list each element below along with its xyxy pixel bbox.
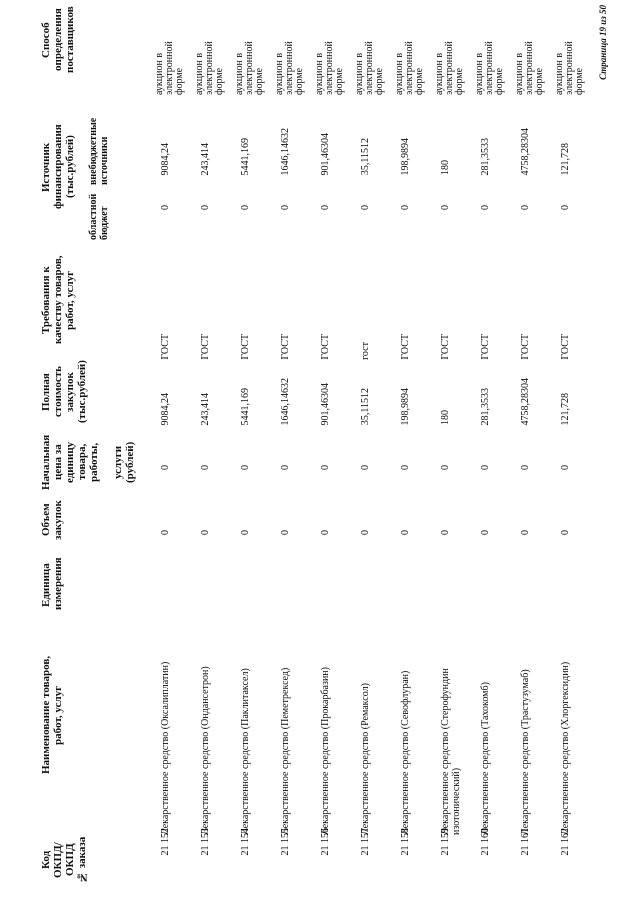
row-requirements: ГОСТ xyxy=(160,334,171,360)
row-regional: 0 xyxy=(400,205,411,210)
row-extra: 9084,24 xyxy=(160,142,171,175)
header-total-line: стоимость xyxy=(52,366,64,418)
row-regional: 0 xyxy=(520,205,531,210)
row-regional: 0 xyxy=(320,205,331,210)
row-total: 4758,28304 xyxy=(520,377,531,425)
row-requirements: ГОСТ xyxy=(440,334,451,360)
row-volume: 0 xyxy=(400,530,411,535)
row-name: Лекарственное средство (Оксалиплатин) xyxy=(160,661,171,835)
row-method: аукцион в электронной форме xyxy=(274,41,305,95)
header-total-line: закупок xyxy=(64,372,76,412)
row-requirements: ГОСТ xyxy=(400,334,411,360)
header-price-line: Начальная xyxy=(40,434,52,490)
header-method-line: определения xyxy=(52,8,64,72)
header-code-line: ОКПД/ xyxy=(52,842,64,878)
row-code: 21 160 xyxy=(480,827,491,855)
header-requirements-line: работ, услуг xyxy=(64,270,76,330)
row-regional: 0 xyxy=(360,205,371,210)
row-total: 9084,24 xyxy=(160,392,171,425)
row-price: 0 xyxy=(480,465,491,470)
row-method: аукцион в электронной форме xyxy=(394,41,425,95)
header-volume-line: закупок xyxy=(52,500,64,540)
row-code: 21 154 xyxy=(240,827,251,855)
row-method: аукцион в электронной форме xyxy=(514,41,545,95)
header-method-line: Способ xyxy=(40,22,52,58)
row-extra: 198,9894 xyxy=(400,137,411,175)
row-name: Лекарственное средство (Трастузумаб) xyxy=(520,669,531,835)
header-volume-line: Объем xyxy=(40,503,52,537)
header-code-line: Код xyxy=(40,850,52,870)
header-code-line: № заказа xyxy=(76,836,88,884)
row-total: 180 xyxy=(440,410,451,425)
row-requirements: ГОСТ xyxy=(280,334,291,360)
row-price: 0 xyxy=(160,465,171,470)
row-price: 0 xyxy=(560,465,571,470)
row-extra: 901,46304 xyxy=(320,132,331,175)
row-price: 0 xyxy=(400,465,411,470)
row-total: 1646,14632 xyxy=(280,377,291,425)
row-requirements: ГОСТ xyxy=(200,334,211,360)
row-code: 21 153 xyxy=(200,827,211,855)
row-extra: 35,11512 xyxy=(360,137,371,175)
row-name: Лекарственное средство (Ремаксол) xyxy=(360,683,371,835)
row-volume: 0 xyxy=(480,530,491,535)
row-volume: 0 xyxy=(360,530,371,535)
row-regional: 0 xyxy=(440,205,451,210)
row-regional: 0 xyxy=(480,205,491,210)
row-volume: 0 xyxy=(560,530,571,535)
row-regional: 0 xyxy=(280,205,291,210)
row-volume: 0 xyxy=(200,530,211,535)
row-code: 21 152 xyxy=(160,827,171,855)
row-price: 0 xyxy=(200,465,211,470)
row-total: 198,9894 xyxy=(400,387,411,425)
row-total: 901,46304 xyxy=(320,382,331,425)
row-requirements: ГОСТ xyxy=(320,334,331,360)
source-regional-header: областной бюджет xyxy=(88,193,110,240)
row-method: аукцион в электронной форме xyxy=(434,41,465,95)
row-price: 0 xyxy=(320,465,331,470)
row-regional: 0 xyxy=(560,205,571,210)
row-code: 21 158 xyxy=(400,827,411,855)
row-requirements: ГОСТ xyxy=(240,334,251,360)
row-method: аукцион в электронной форме xyxy=(154,41,185,95)
header-source-line: (тыс.рублей) xyxy=(64,135,76,199)
row-method: аукцион в электронной форме xyxy=(314,41,345,95)
row-method: аукцион в электронной форме xyxy=(234,41,265,95)
row-name: Лекарственное средство (Тахокомб) xyxy=(480,682,491,835)
row-volume: 0 xyxy=(160,530,171,535)
row-price: 0 xyxy=(440,465,451,470)
row-extra: 1646,14632 xyxy=(280,127,291,175)
header-source-line: Источник xyxy=(40,142,52,192)
row-extra: 180 xyxy=(440,160,451,175)
row-code: 21 159 xyxy=(440,827,451,855)
row-extra: 5441,169 xyxy=(240,137,251,175)
header-unit-line: Единица xyxy=(40,563,52,607)
row-extra: 243,414 xyxy=(200,142,211,175)
row-requirements: ГОСТ xyxy=(560,334,571,360)
row-total: 121,728 xyxy=(560,392,571,425)
row-volume: 0 xyxy=(440,530,451,535)
row-name: Лекарственное средство (Пеметрексед) xyxy=(280,667,291,835)
row-price: 0 xyxy=(360,465,371,470)
header-requirements-line: Требования к xyxy=(40,266,52,334)
row-name: Лекарственное средство (Стерофундин изотонический) xyxy=(440,668,462,835)
header-total-line: Полная xyxy=(40,373,52,411)
header-source-line: финансирования xyxy=(52,124,64,210)
header-price-line: услуги xyxy=(112,445,124,479)
row-volume: 0 xyxy=(520,530,531,535)
header-unit-line: измерения xyxy=(52,557,64,610)
row-code: 21 157 xyxy=(360,827,371,855)
page-number: Страница 19 из 50 xyxy=(598,5,608,80)
row-regional: 0 xyxy=(200,205,211,210)
header-requirements-line: качеству товаров, xyxy=(52,255,64,345)
header-name-line: Наименование товаров, xyxy=(40,655,52,775)
header-code-line: ОКПД xyxy=(64,843,76,877)
row-total: 243,414 xyxy=(200,392,211,425)
row-volume: 0 xyxy=(320,530,331,535)
header-price-line: товара, xyxy=(76,443,88,481)
row-requirements: ГОСТ xyxy=(520,334,531,360)
header-name-line: работ, услуг xyxy=(52,685,64,745)
header-method-line: поставщиков xyxy=(64,6,76,74)
row-method: аукцион в электронной форме xyxy=(354,41,385,95)
row-regional: 0 xyxy=(160,205,171,210)
source-extra-header: внебюджетные источники xyxy=(88,117,110,185)
header-price-line: единицу xyxy=(64,441,76,483)
row-price: 0 xyxy=(240,465,251,470)
row-name: Лекарственное средство (Севофлуран) xyxy=(400,670,411,835)
header-price-line: работы, xyxy=(88,442,100,482)
header-price-line: (рублей) xyxy=(124,441,136,483)
row-price: 0 xyxy=(280,465,291,470)
row-requirements: ГОСТ xyxy=(480,334,491,360)
row-total: 5441,169 xyxy=(240,387,251,425)
row-regional: 0 xyxy=(240,205,251,210)
row-name: Лекарственное средство (Паклитаксел) xyxy=(240,668,251,835)
row-name: Лекарственное средство (Хлоргексидин) xyxy=(560,661,571,835)
row-method: аукцион в электронной форме xyxy=(194,41,225,95)
row-volume: 0 xyxy=(240,530,251,535)
row-method: аукцион в электронной форме xyxy=(554,41,585,95)
row-total: 281,3533 xyxy=(480,387,491,425)
header-total-line: (тыс.рублей) xyxy=(76,360,88,424)
row-requirements: гост xyxy=(360,342,371,360)
header-price-line: цена за xyxy=(52,444,64,480)
row-extra: 281,3533 xyxy=(480,137,491,175)
row-price: 0 xyxy=(520,465,531,470)
row-volume: 0 xyxy=(280,530,291,535)
row-method: аукцион в электронной форме xyxy=(474,41,505,95)
row-code: 21 156 xyxy=(320,827,331,855)
row-extra: 121,728 xyxy=(560,142,571,175)
row-code: 21 162 xyxy=(560,827,571,855)
row-code: 21 161 xyxy=(520,827,531,855)
row-total: 35,11512 xyxy=(360,387,371,425)
row-code: 21 155 xyxy=(280,827,291,855)
row-name: Лекарственное средство (Прокарбазин) xyxy=(320,667,331,835)
row-name: Лекарственное средство (Ондансетрон) xyxy=(200,666,211,835)
row-extra: 4758,28304 xyxy=(520,127,531,175)
